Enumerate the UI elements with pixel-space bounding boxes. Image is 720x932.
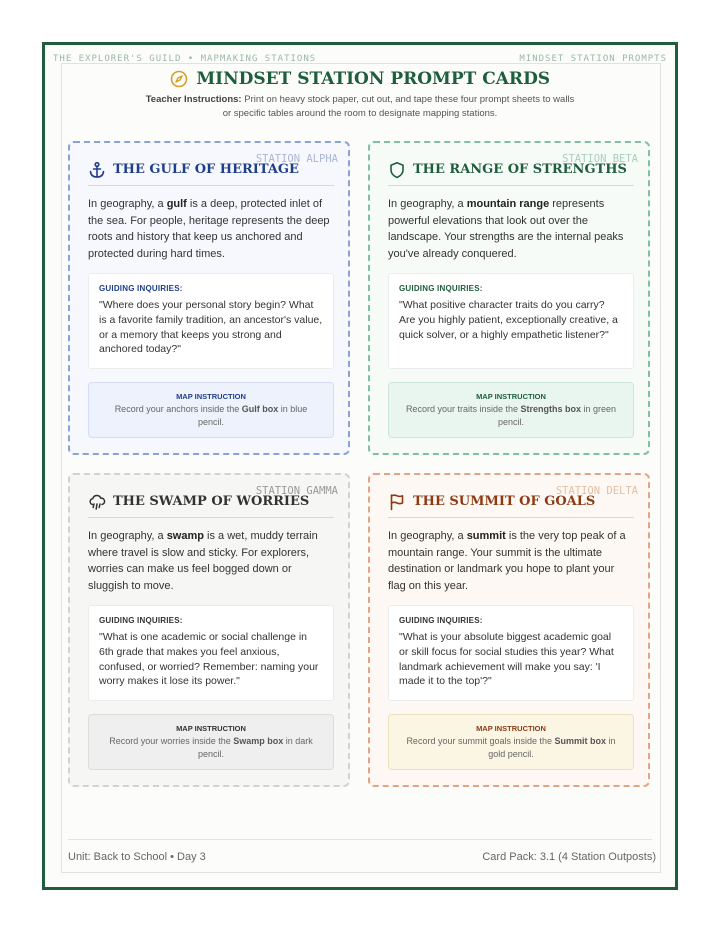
map-text: Record your summit goals inside the bbox=[406, 736, 555, 746]
cloud-rain-icon bbox=[88, 493, 106, 511]
footer-unit: Unit: Back to School • Day 3 bbox=[68, 851, 206, 863]
card-title: THE SUMMIT OF GOALS bbox=[413, 494, 596, 509]
map-box-name: Swamp box bbox=[233, 736, 284, 746]
map-instruction-text bbox=[389, 403, 633, 429]
map-instruction-text bbox=[89, 735, 333, 761]
page-frame bbox=[42, 42, 678, 890]
map-instruction-text bbox=[89, 403, 333, 429]
map-instruction-label: MAP INSTRUCTION bbox=[176, 392, 246, 401]
guild-header-label: THE EXPLORER'S GUILD • MAPMAKING STATIONS bbox=[53, 54, 317, 64]
instructions-text: Print on heavy stock paper, cut out, and tape these four prompt sheets to walls or specific tables around the room to designate mapping stations. bbox=[222, 94, 575, 119]
map-box-name: Summit box bbox=[554, 736, 607, 746]
card-title: THE SWAMP OF WORRIES bbox=[113, 494, 310, 509]
description-text: In geography, a bbox=[88, 198, 167, 210]
station-label: STATION BETA bbox=[562, 153, 638, 165]
footer-divider bbox=[68, 839, 652, 840]
footer-card-pack: Card Pack: 3.1 (4 Station Outposts) bbox=[482, 851, 656, 863]
map-instruction-box bbox=[388, 382, 634, 438]
shield-icon bbox=[388, 161, 406, 179]
geography-term: gulf bbox=[166, 198, 187, 210]
map-text: Record your worries inside the bbox=[109, 736, 234, 746]
instructions-label: Teacher Instructions: bbox=[145, 94, 242, 105]
card-header bbox=[88, 159, 334, 186]
map-box-name: Strengths box bbox=[520, 404, 582, 414]
guiding-inquiries-label: GUIDING INQUIRIES: bbox=[399, 616, 483, 625]
prompts-header-label: MINDSET STATION PROMPTS bbox=[519, 54, 667, 64]
station-card-delta bbox=[368, 473, 650, 787]
geography-term: summit bbox=[466, 530, 506, 542]
card-title: THE GULF OF HERITAGE bbox=[113, 162, 299, 177]
geography-term: mountain range bbox=[466, 198, 550, 210]
geography-term: swamp bbox=[166, 530, 204, 542]
anchor-icon bbox=[88, 161, 106, 179]
map-text: in dark pencil. bbox=[197, 736, 313, 759]
map-instruction-label: MAP INSTRUCTION bbox=[176, 724, 246, 733]
map-text: Record your traits inside the bbox=[405, 404, 521, 414]
card-description bbox=[88, 196, 334, 262]
map-text: in gold pencil. bbox=[488, 736, 616, 759]
station-label: STATION DELTA bbox=[555, 485, 638, 497]
description-text: In geography, a bbox=[388, 530, 467, 542]
guiding-inquiries-label: GUIDING INQUIRIES: bbox=[399, 284, 483, 293]
description-text: is a deep, protected inlet of the sea. For people, heritage represents the deep roots and history that keep us anchored and protected during hard times. bbox=[88, 198, 330, 260]
map-text: Record your anchors inside the bbox=[114, 404, 242, 414]
guiding-question: "What is one academic or social challenge in 6th grade that makes you feel anxious, confused, or worried? Remember: naming your worry makes it lose its power." bbox=[99, 631, 319, 688]
guiding-inquiries-label: GUIDING INQUIRIES: bbox=[99, 616, 183, 625]
description-text: represents powerful elevations that look out over the landscape. Your strengths are the internal peaks you've already conquered. bbox=[388, 198, 624, 260]
map-instruction-label: MAP INSTRUCTION bbox=[476, 724, 546, 733]
description-text: In geography, a bbox=[88, 530, 167, 542]
guiding-inquiries-box bbox=[88, 605, 334, 701]
map-text: in blue pencil. bbox=[197, 404, 308, 427]
flag-icon bbox=[388, 493, 406, 511]
card-header bbox=[388, 159, 634, 186]
page-title: MINDSET STATION PROMPT CARDS bbox=[196, 69, 551, 89]
map-instruction-box bbox=[88, 714, 334, 770]
station-label: STATION ALPHA bbox=[255, 153, 338, 165]
station-card-alpha bbox=[68, 141, 350, 455]
guiding-question: "What is your absolute biggest academic goal or skill focus for social studies this year? What landmark achievement will make you say: 'I made it to the top'?" bbox=[399, 631, 614, 688]
map-instruction-box bbox=[388, 714, 634, 770]
compass-icon bbox=[170, 70, 188, 88]
guiding-inquiries-label: GUIDING INQUIRIES: bbox=[99, 284, 183, 293]
description-text: In geography, a bbox=[388, 198, 467, 210]
card-description bbox=[388, 528, 634, 594]
guiding-question: "Where does your personal story begin? What is a favorite family tradition, an ancestor's value, or a memory that keeps you strong and anchored today?" bbox=[99, 299, 323, 356]
card-header bbox=[88, 491, 334, 518]
station-card-beta bbox=[368, 141, 650, 455]
map-instruction-text bbox=[389, 735, 633, 761]
guiding-inquiries-box bbox=[388, 605, 634, 701]
map-instruction-box bbox=[88, 382, 334, 438]
card-header bbox=[388, 491, 634, 518]
teacher-instructions bbox=[145, 93, 575, 121]
guiding-question: "What positive character traits do you carry? Are you highly patient, exceptionally creative, a quick solver, or a highly empathetic listener?" bbox=[399, 299, 618, 341]
card-description bbox=[88, 528, 334, 594]
description-text: is the very top peak of a mountain range. Your summit is the ultimate destination or landmark you hope to plant your flag on this year. bbox=[388, 530, 626, 592]
map-instruction-label: MAP INSTRUCTION bbox=[476, 392, 546, 401]
card-description bbox=[388, 196, 634, 262]
station-label: STATION GAMMA bbox=[255, 485, 338, 497]
card-title: THE RANGE OF STRENGTHS bbox=[413, 162, 627, 177]
title-row bbox=[45, 69, 675, 89]
description-text: is a wet, muddy terrain where travel is slow and sticky. For explorers, worries can make us feel bogged down or sluggish to move. bbox=[88, 530, 318, 592]
map-text: in green pencil. bbox=[497, 404, 617, 427]
guiding-inquiries-box bbox=[88, 273, 334, 369]
guiding-inquiries-box bbox=[388, 273, 634, 369]
station-card-gamma bbox=[68, 473, 350, 787]
map-box-name: Gulf box bbox=[241, 404, 279, 414]
